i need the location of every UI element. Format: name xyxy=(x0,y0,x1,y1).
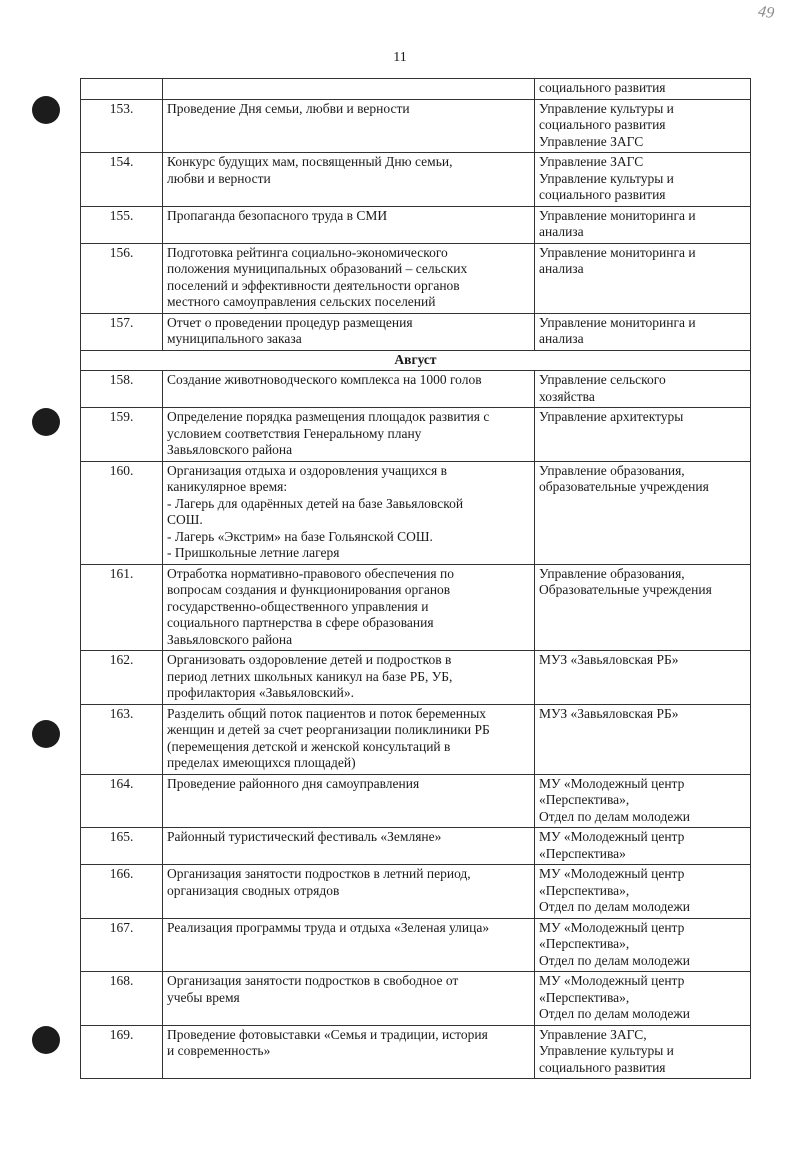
responsible-text-line: анализа xyxy=(539,261,584,276)
page-number: 11 xyxy=(393,50,407,65)
responsible-text-line: «Перспектива» xyxy=(539,845,626,861)
event-text-line: каникулярное время: xyxy=(167,479,288,494)
event-cell xyxy=(163,972,535,1026)
handwritten-page-mark: 49 xyxy=(756,2,776,23)
event-text-line: Проведение Дня семьи, любви и верности xyxy=(167,100,410,116)
table-row xyxy=(81,99,751,153)
responsible-text-line: Управление образования, xyxy=(539,565,685,581)
event-cell xyxy=(163,774,535,828)
table-row xyxy=(81,206,751,243)
table-row xyxy=(81,461,751,564)
responsible-text-line: Управление ЗАГС xyxy=(539,133,644,149)
event-text-line: Реализация программы труда и отдыха «Зеленая улица» xyxy=(167,919,490,935)
responsible-text-line: Управление мониторинга и xyxy=(539,314,696,330)
row-number: 163. xyxy=(81,704,163,774)
event-cell xyxy=(163,918,535,972)
responsible-text-line: Управление культуры и xyxy=(539,100,674,116)
event-cell xyxy=(163,865,535,919)
responsible-text-line: Образовательные учреждения xyxy=(539,582,712,597)
responsible-cell xyxy=(535,865,751,919)
event-cell xyxy=(163,1025,535,1079)
binder-hole xyxy=(32,720,60,748)
table-row xyxy=(81,408,751,462)
event-text-line: Проведение фотовыставки «Семья и традиции, история xyxy=(167,1026,488,1042)
event-cell xyxy=(163,651,535,705)
responsible-text-line: хозяйства xyxy=(539,388,595,404)
binder-hole xyxy=(32,408,60,436)
responsible-cell xyxy=(535,79,751,100)
row-number: 154. xyxy=(81,153,163,207)
responsible-text-line: Управление ЗАГС, xyxy=(539,1026,647,1042)
event-text-line: женщин и детей за счет реорганизации поликлиники РБ xyxy=(167,722,490,737)
responsible-text-line: Управление культуры и xyxy=(539,1043,674,1058)
event-text-line: условием соответствия Генеральному плану xyxy=(167,425,422,441)
responsible-text-line: Управление мониторинга и xyxy=(539,207,696,223)
row-number: 169. xyxy=(81,1025,163,1079)
row-number: 158. xyxy=(81,371,163,408)
event-cell xyxy=(163,461,535,564)
responsible-text-line: МУ «Молодежный центр xyxy=(539,919,685,935)
binder-hole xyxy=(32,1026,60,1054)
table-row xyxy=(81,918,751,972)
responsible-text-line: МУЗ «Завьяловская РБ» xyxy=(539,652,679,667)
event-text-line: Конкурс будущих мам, посвященный Дню семьи, xyxy=(167,154,453,169)
row-number: 156. xyxy=(81,243,163,313)
event-cell xyxy=(163,828,535,865)
event-text-line: (перемещения детской и женской консультаций в xyxy=(167,738,451,754)
responsible-text-line: «Перспектива», xyxy=(539,936,630,951)
responsible-cell xyxy=(535,408,751,462)
responsible-text-line: «Перспектива», xyxy=(539,989,630,1005)
responsible-cell xyxy=(535,828,751,865)
responsible-text-line: МУ «Молодежный центр xyxy=(539,775,685,791)
event-cell xyxy=(163,243,535,313)
responsible-text-line: «Перспектива», xyxy=(539,792,630,807)
row-number: 168. xyxy=(81,972,163,1026)
event-text-line: организация сводных отрядов xyxy=(167,882,340,898)
event-cell xyxy=(163,206,535,243)
event-text-line: муниципального заказа xyxy=(167,331,302,346)
event-cell xyxy=(163,371,535,408)
row-number: 166. xyxy=(81,865,163,919)
event-text-line: Организация отдыха и оздоровления учащихся в xyxy=(167,462,447,478)
events-plan-table xyxy=(80,78,751,1079)
event-text-line: Пропаганда безопасного труда в СМИ xyxy=(167,207,388,223)
responsible-text-line: Управление образования, xyxy=(539,462,685,478)
event-text-line: социального партнерства в сфере образования xyxy=(167,615,434,630)
event-text-line: Завьяловского района xyxy=(167,631,293,647)
row-number xyxy=(81,79,163,100)
responsible-text-line: социального развития xyxy=(539,80,666,95)
event-text-line: вопросам создания и функционирования органов xyxy=(167,582,451,597)
responsible-text-line: Управление мониторинга и xyxy=(539,244,696,260)
event-text-line: и современность» xyxy=(167,1043,271,1058)
table-row xyxy=(81,243,751,313)
table-row xyxy=(81,371,751,408)
responsible-cell xyxy=(535,243,751,313)
event-cell xyxy=(163,313,535,350)
responsible-text-line: Отдел по делам молодежи xyxy=(539,899,690,914)
responsible-text-line: Управление культуры и xyxy=(539,170,674,186)
responsible-text-line: социального развития xyxy=(539,117,666,132)
responsible-cell xyxy=(535,461,751,564)
table-row xyxy=(81,1025,751,1079)
event-cell xyxy=(163,79,535,100)
row-number: 157. xyxy=(81,313,163,350)
row-number: 161. xyxy=(81,564,163,651)
event-text-line: СОШ. xyxy=(167,512,203,527)
event-text-line: Подготовка рейтинга социально-экономического xyxy=(167,244,448,260)
responsible-text-line: Управление ЗАГС xyxy=(539,154,644,169)
event-text-line: Создание животноводческого комплекса на 1000 голов xyxy=(167,372,482,387)
row-number: 165. xyxy=(81,828,163,865)
row-number: 159. xyxy=(81,408,163,462)
table-row xyxy=(81,774,751,828)
table-row xyxy=(81,865,751,919)
month-label: Август xyxy=(81,350,751,371)
event-cell xyxy=(163,564,535,651)
event-cell xyxy=(163,408,535,462)
responsible-cell xyxy=(535,371,751,408)
responsible-text-line: образовательные учреждения xyxy=(539,479,709,494)
table-row xyxy=(81,79,751,100)
event-text-line: любви и верности xyxy=(167,170,271,186)
responsible-cell xyxy=(535,972,751,1026)
table-row xyxy=(81,313,751,350)
event-text-line: государственно-общественного управления и xyxy=(167,598,429,614)
event-text-line: период летних школьных каникул на базе РБ, УБ, xyxy=(167,668,453,684)
responsible-cell xyxy=(535,1025,751,1079)
responsible-cell xyxy=(535,153,751,207)
month-header-row xyxy=(81,350,751,371)
event-text-line: Организация занятости подростков в свободное от xyxy=(167,973,459,988)
row-number: 164. xyxy=(81,774,163,828)
table-row xyxy=(81,704,751,774)
event-text-line: Организация занятости подростков в летний период, xyxy=(167,866,471,881)
responsible-cell xyxy=(535,651,751,705)
event-text-line: положения муниципальных образований – сельских xyxy=(167,261,468,276)
responsible-cell xyxy=(535,918,751,972)
event-text-line: Районный туристический фестиваль «Земляне» xyxy=(167,829,442,844)
responsible-cell xyxy=(535,313,751,350)
responsible-cell xyxy=(535,206,751,243)
responsible-text-line: МУ «Молодежный центр xyxy=(539,973,685,988)
responsible-cell xyxy=(535,99,751,153)
responsible-text-line: Управление архитектуры xyxy=(539,409,684,424)
event-text-line: - Лагерь для одарённых детей на базе Завьяловской xyxy=(167,495,464,511)
responsible-cell xyxy=(535,564,751,651)
responsible-text-line: МУЗ «Завьяловская РБ» xyxy=(539,705,679,721)
event-cell xyxy=(163,99,535,153)
table-row xyxy=(81,153,751,207)
responsible-cell xyxy=(535,704,751,774)
responsible-text-line: социального развития xyxy=(539,187,666,202)
event-text-line: Организовать оздоровление детей и подростков в xyxy=(167,652,452,667)
responsible-text-line: «Перспектива», xyxy=(539,882,630,898)
event-text-line: Завьяловского района xyxy=(167,442,293,457)
event-text-line: Определение порядка размещения площадок развития с xyxy=(167,409,490,424)
event-text-line: пределах имеющихся площадей) xyxy=(167,755,356,770)
event-text-line: Отработка нормативно-правового обеспечения по xyxy=(167,565,454,581)
responsible-text-line: Отдел по делам молодежи xyxy=(539,808,690,824)
responsible-text-line: Отдел по делам молодежи xyxy=(539,952,690,968)
table-row xyxy=(81,564,751,651)
responsible-text-line: МУ «Молодежный центр xyxy=(539,866,685,881)
event-text-line: профилактория «Завьяловский». xyxy=(167,685,354,700)
event-text-line: - Пришкольные летние лагеря xyxy=(167,545,340,560)
table-row xyxy=(81,828,751,865)
event-text-line: Отчет о проведении процедур размещения xyxy=(167,314,413,330)
row-number: 167. xyxy=(81,918,163,972)
row-number: 153. xyxy=(81,99,163,153)
responsible-text-line: МУ «Молодежный центр xyxy=(539,829,685,844)
event-text-line: местного самоуправления сельских поселений xyxy=(167,294,436,309)
responsible-text-line: социального развития xyxy=(539,1059,666,1075)
event-cell xyxy=(163,704,535,774)
event-text-line: Разделить общий поток пациентов и поток беременных xyxy=(167,705,487,721)
responsible-cell xyxy=(535,774,751,828)
table-row xyxy=(81,651,751,705)
responsible-text-line: анализа xyxy=(539,331,584,346)
table-row xyxy=(81,972,751,1026)
events-plan-table-body xyxy=(81,79,751,1079)
row-number: 160. xyxy=(81,461,163,564)
row-number: 155. xyxy=(81,206,163,243)
event-cell xyxy=(163,153,535,207)
responsible-text-line: анализа xyxy=(539,224,584,239)
event-text-line: - Лагерь «Экстрим» на базе Гольянской СОШ. xyxy=(167,528,433,544)
row-number: 162. xyxy=(81,651,163,705)
binder-hole xyxy=(32,96,60,124)
event-text-line: Проведение районного дня самоуправления xyxy=(167,775,420,791)
event-text-line: учебы время xyxy=(167,989,240,1005)
responsible-text-line: Отдел по делам молодежи xyxy=(539,1006,690,1021)
responsible-text-line: Управление сельского xyxy=(539,372,666,387)
event-text-line: поселений и эффективности деятельности органов xyxy=(167,277,460,293)
